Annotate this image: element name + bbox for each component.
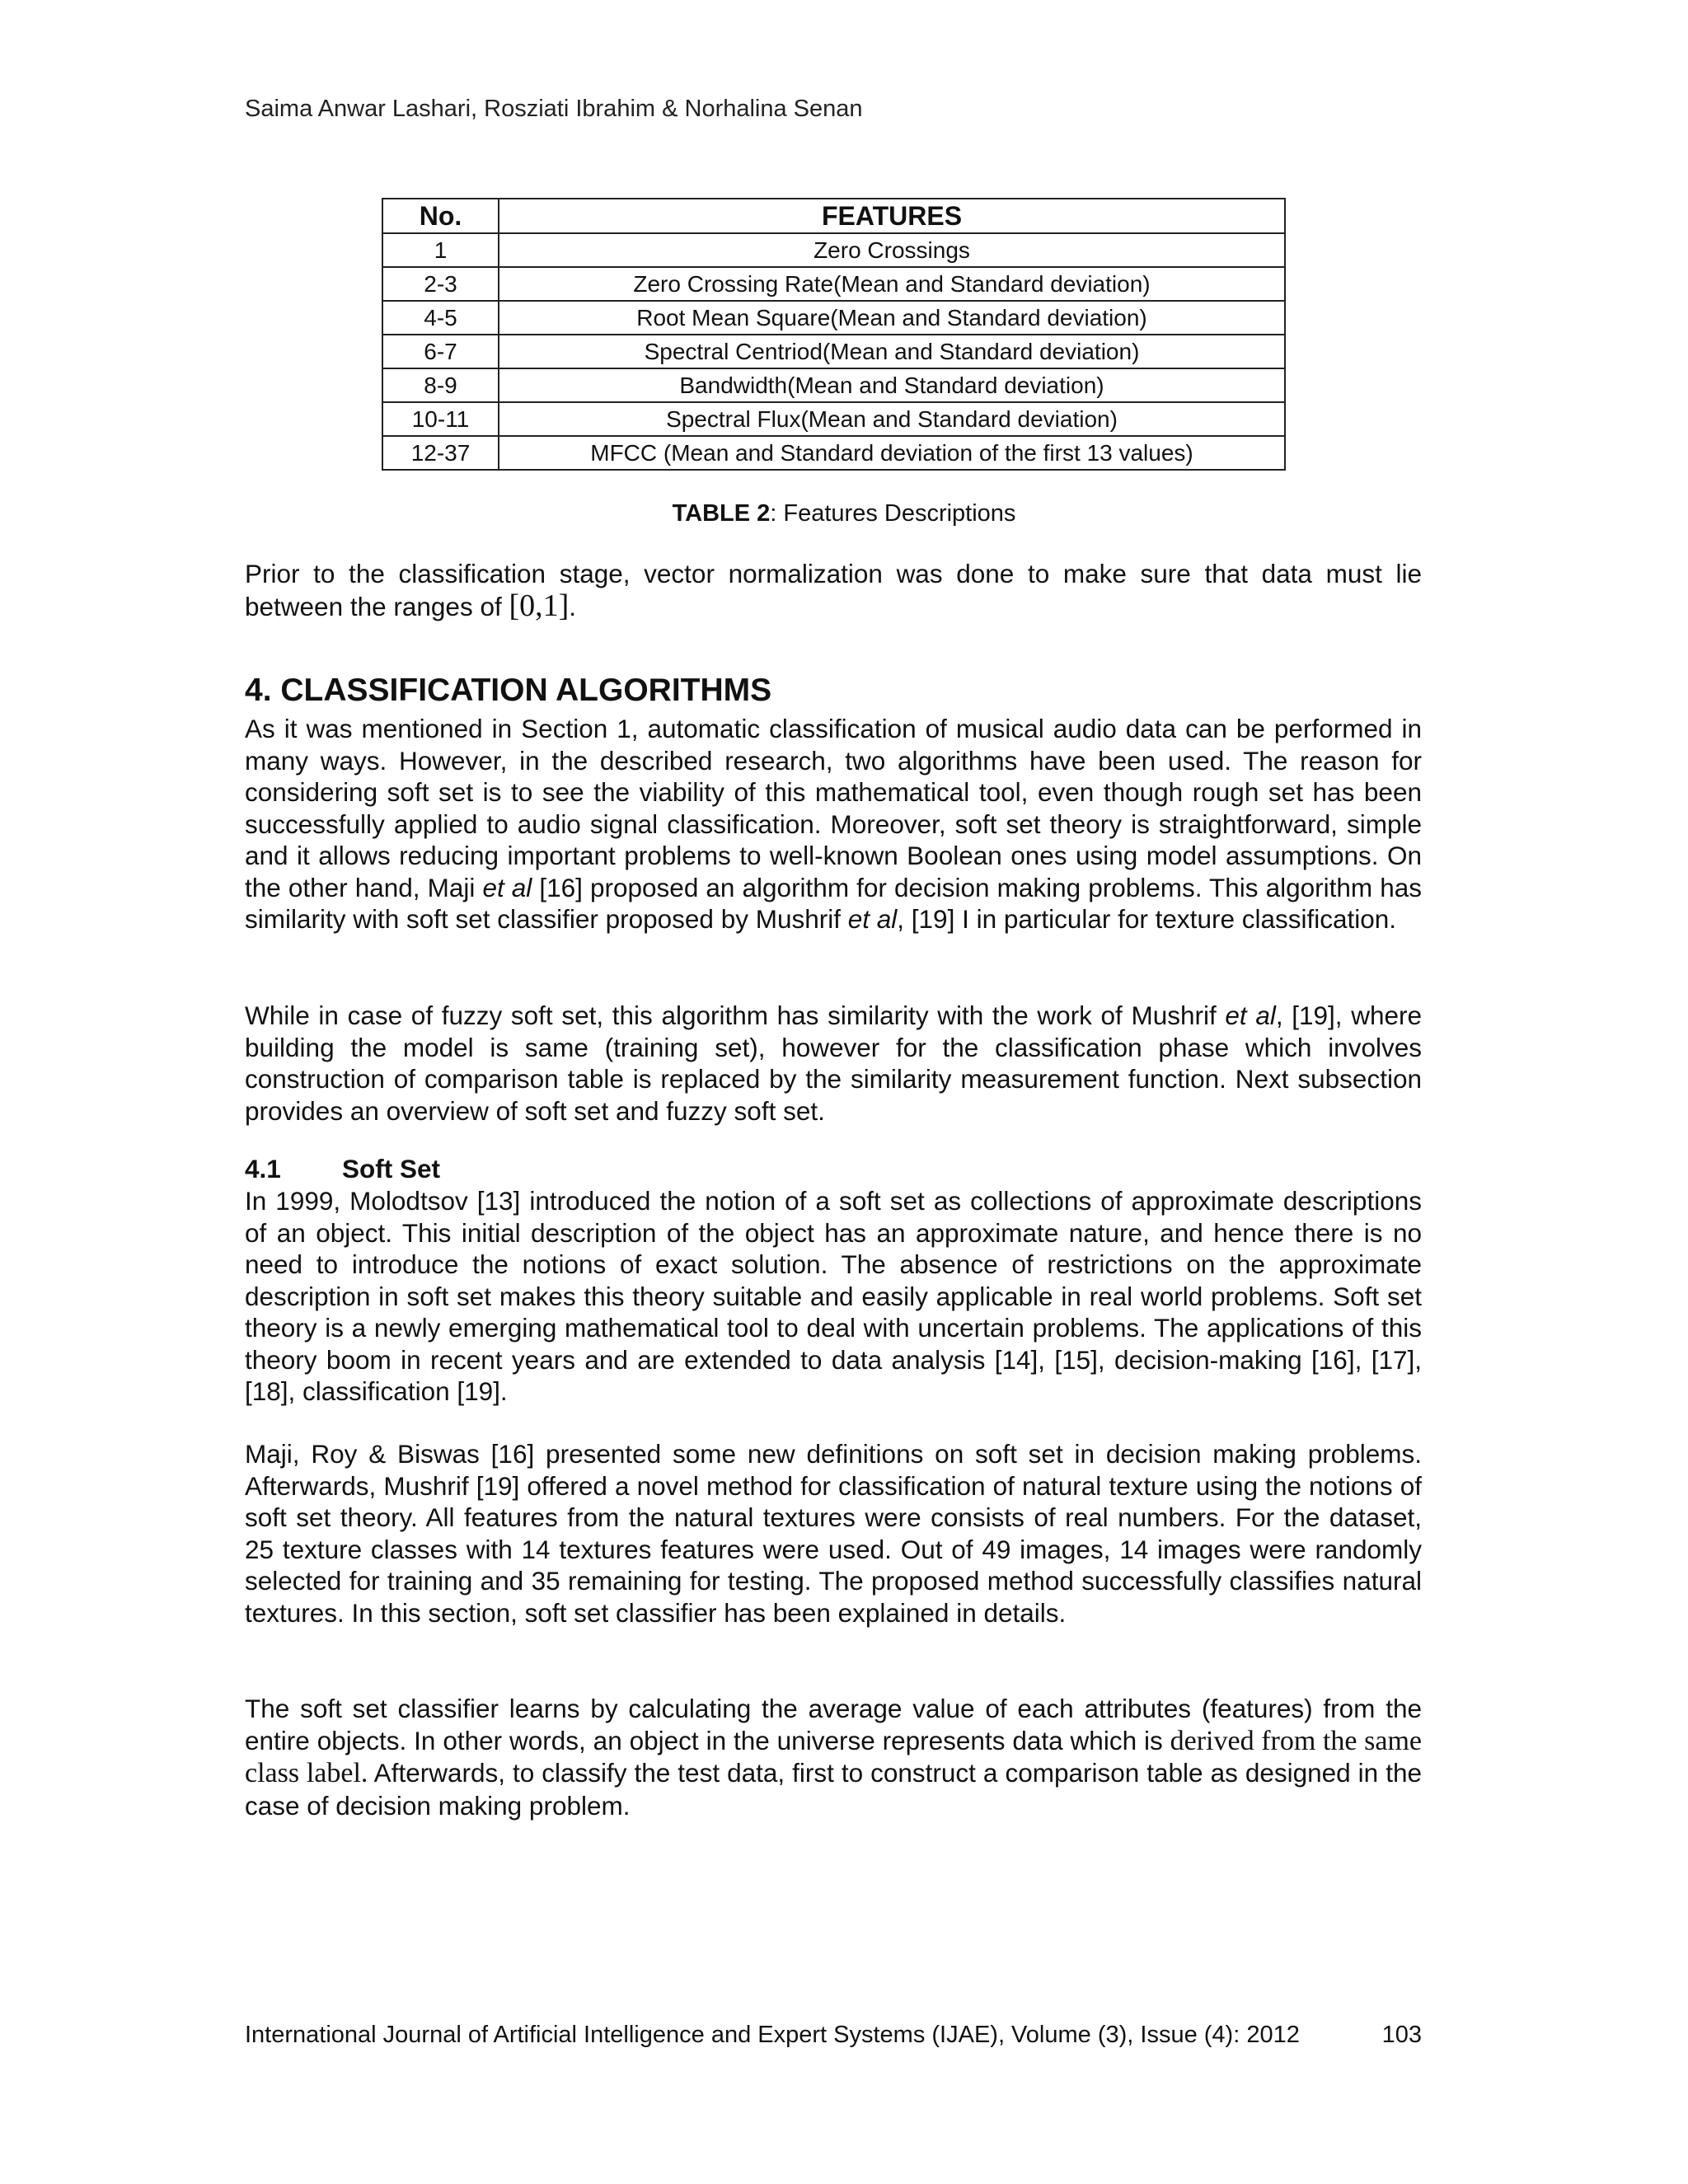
cell-feature: Spectral Centriod(Mean and Standard deviation)	[499, 335, 1285, 368]
paragraph-soft-set-classifier	[245, 1693, 1422, 1821]
citation-et-al: et al	[482, 872, 532, 902]
table-row	[382, 335, 1285, 368]
cell-feature: Zero Crossings	[499, 233, 1285, 267]
subsection-title: Soft Set	[342, 1154, 441, 1183]
paragraph-molodtsov: In 1999, Molodtsov [13] introduced the notion of a soft set as collections of approximate descriptions of an object. This initial description of the object has an approximate nature, and hence there is no need to introduce the notions of exact solution. The absence of restrictions on the approximate description in soft set makes this theory suitable and easily applicable in real world problems. Soft set theory is a newly emerging mathematical tool to deal with uncertain problems. The applications of this theory boom in recent years and are extended to data analysis [14], [15], decision-making [16], [17], [18], classification [19].	[245, 1186, 1422, 1406]
table-header-row	[382, 199, 1285, 233]
paragraph-text: Prior to the classification stage, vector normalization was done to make sure that data must lie between the ranges of	[245, 559, 1422, 621]
caption-text: : Features Descriptions	[770, 500, 1016, 527]
cell-feature: Spectral Flux(Mean and Standard deviation)	[499, 402, 1285, 436]
paragraph-text: , [19], where building the model is same (training set), however for the classification phase which involves construction of comparison table is replaced by the similarity measurement function. Next subsection provides an overview of soft set and fuzzy soft set.	[245, 1001, 1422, 1126]
table-row	[382, 267, 1285, 301]
cell-no: 6-7	[382, 335, 499, 368]
table-caption	[0, 500, 1688, 527]
column-header-no: No.	[382, 199, 499, 233]
paragraph-maji-roy-biswas: Maji, Roy & Biswas [16] presented some new definitions on soft set in decision making problems. Afterwards, Mushrif [19] offered a novel method for classification of natural texture using the notions of soft set theory. All features from the natural textures were consists of real numbers. For the dataset, 25 texture classes with 14 textures features were used. Out of 49 images, 14 images were randomly selected for training and 35 remaining for testing. The proposed method successfully classifies natural textures. In this section, soft set classifier has been explained in details.	[245, 1439, 1422, 1628]
paragraph-fuzzy-soft-set	[245, 1000, 1422, 1127]
cell-feature: Bandwidth(Mean and Standard deviation)	[499, 368, 1285, 402]
subsection-heading-soft-set	[245, 1154, 440, 1184]
range-formula: [0,1]	[509, 588, 570, 623]
cell-feature: MFCC (Mean and Standard deviation of the first 13 values)	[499, 436, 1285, 470]
citation-et-al: et al	[1225, 1001, 1276, 1030]
cell-no: 4-5	[382, 301, 499, 335]
cell-no: 1	[382, 233, 499, 267]
table-row	[382, 436, 1285, 470]
cell-no: 2-3	[382, 267, 499, 301]
page-number: 103	[1381, 2022, 1422, 2048]
paragraph-end: .	[569, 591, 577, 621]
table-row	[382, 402, 1285, 436]
footer-journal: International Journal of Artificial Intelligence and Expert Systems (IJAE), Volume (3), Issue (4): 2012	[245, 2022, 1300, 2048]
paragraph-text: The soft set classifier learns by calculating the average value of each attributes (features) from the entire objects. In other words, an object in the universe represents data which is	[245, 1694, 1422, 1755]
paragraph-normalization	[245, 558, 1422, 622]
serif-phrase: derived from the same class label.	[245, 1725, 1422, 1788]
running-header: Saima Anwar Lashari, Rosziati Ibrahim & Norhalina Senan	[245, 96, 863, 122]
paragraph-text: [16] proposed an algorithm for decision making problems. This algorithm has similarity with soft set classifier proposed by Mushrif	[245, 872, 1422, 934]
cell-feature: Zero Crossing Rate(Mean and Standard deviation)	[499, 267, 1285, 301]
citation-et-al: et al	[847, 904, 898, 934]
subsection-number: 4.1	[245, 1154, 281, 1183]
paragraph-text: As it was mentioned in Section 1, automatic classification of musical audio data can be performed in many ways. However, in the described research, two algorithms have been used. The reason for considering soft set is to see the viability of this mathematical tool, even though rough set has been successfully applied to audio signal classification. Moreover, soft set theory is straightforward, simple and it allows reducing important problems to well-known Boolean ones using model assumptions. On the other hand, Maji	[245, 714, 1422, 902]
caption-label: TABLE 2	[672, 500, 771, 527]
table-row	[382, 301, 1285, 335]
table-row	[382, 368, 1285, 402]
paragraph-text: Afterwards, to classify the test data, first to construct a comparison table as designed in the case of decision making problem.	[245, 1758, 1422, 1821]
column-header-features: FEATURES	[499, 199, 1285, 233]
paragraph-classification-intro	[245, 713, 1422, 935]
cell-no: 10-11	[382, 402, 499, 436]
features-table	[382, 198, 1286, 471]
section-heading-classification: 4. CLASSIFICATION ALGORITHMS	[245, 673, 772, 708]
cell-feature: Root Mean Square(Mean and Standard deviation)	[499, 301, 1285, 335]
table-row	[382, 233, 1285, 267]
cell-no: 12-37	[382, 436, 499, 470]
paragraph-text: While in case of fuzzy soft set, this algorithm has similarity with the work of Mushrif	[245, 1001, 1226, 1030]
cell-no: 8-9	[382, 368, 499, 402]
paragraph-text: , [19] I in particular for texture classification.	[897, 904, 1397, 934]
